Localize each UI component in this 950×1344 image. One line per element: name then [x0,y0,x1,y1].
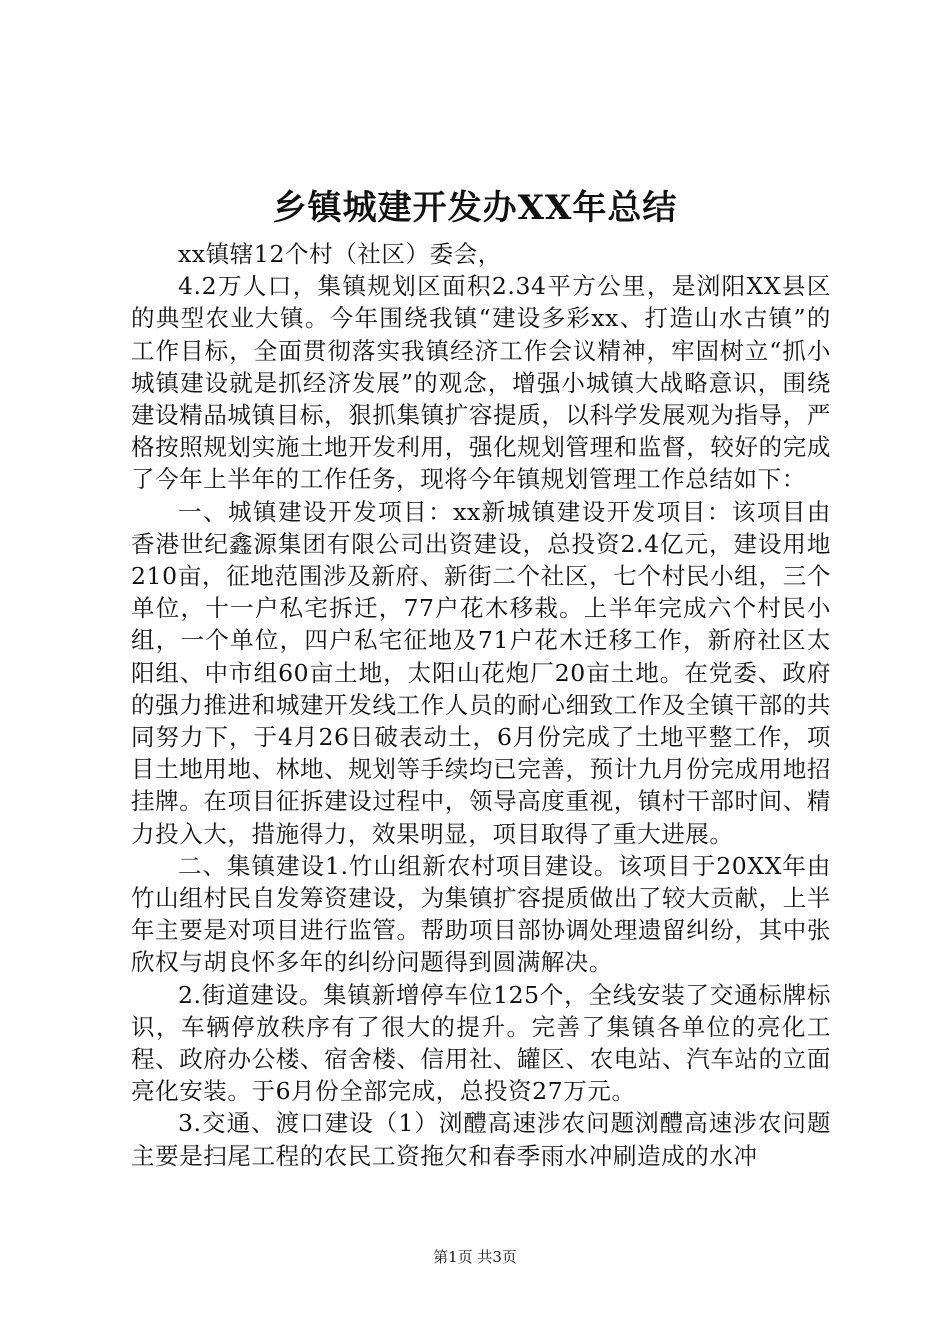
document-title: 乡镇城建开发办XX年总结 [272,188,678,228]
paragraph-overview: 4.2万人口，集镇规划区面积2.34平方公里，是浏阳XX县区的典型农业大镇。今年围绕我镇“建设多彩xx、打造山水古镇”的工作目标，全面贯彻落实我镇经济工作会议精神，牢固树立“抓小城镇建设就是抓经济发展”的观念，增强小城镇大战略意识，围绕建设精品城镇目标，狠抓集镇扩容提质，以科学发展观为指导，严格按照规划实施土地开发利用，强化规划管理和监督，较好的完成了今年上半年的工作任务，现将今年镇规划管理工作总结如下： [131,272,831,494]
page-number: 第1页 共3页 [433,1248,517,1266]
paragraph-transport: 3.交通、渡口建设（1）浏醴高速涉农问题浏醴高速涉农问题主要是扫尾工程的农民工资拖欠和春季雨水冲刷造成的水冲 [131,1109,831,1170]
paragraph-section-2: 二、集镇建设1.竹山组新农村项目建设。该项目于20XX年由竹山组村民自发筹资建设，为集镇扩容提质做出了较大贡献，上半年主要是对项目进行监管。帮助项目部协调处理遗留纠纷，其中张欣权与胡良怀多年的纠纷问题得到圆满解决。 [131,851,831,977]
paragraph-intro: xx镇辖12个村（社区）委会， [178,240,502,268]
document-body [131,238,831,1172]
paragraph-section-1: 一、城镇建设开发项目：xx新城镇建设开发项目：该项目由香港世纪鑫源集团有限公司出资建设，总投资2.4亿元，建设用地210亩，征地范围涉及新府、新街二个社区，七个村民小组，三个单位，十一户私宅拆迁，77户花木移栽。上半年完成六个村民小组，一个单位，四户私宅征地及71户花木迁移工作，新府社区太阳组、中市组60亩土地，太阳山花炮厂20亩土地。在党委、政府的强力推进和城建开发线工作人员的耐心细致工作及全镇干部的共同努力下，于4月26日破表动土，6月份完成了土地平整工作，项目土地用地、林地、规划等手续均已完善，预计九月份完成用地招挂牌。在项目征拆建设过程中，领导高度重视，镇村干部时间、精力投入大，措施得力，效果明显，项目取得了重大进展。 [131,497,831,848]
paragraph-street-construction: 2.街道建设。集镇新增停车位125个，全线安装了交通标牌标识，车辆停放秩序有了很大的提升。完善了集镇各单位的亮化工程、政府办公楼、宿舍楼、信用社、罐区、农电站、汽车站的立面亮化安装。于6月份全部完成，总投资27万元。 [131,980,831,1106]
